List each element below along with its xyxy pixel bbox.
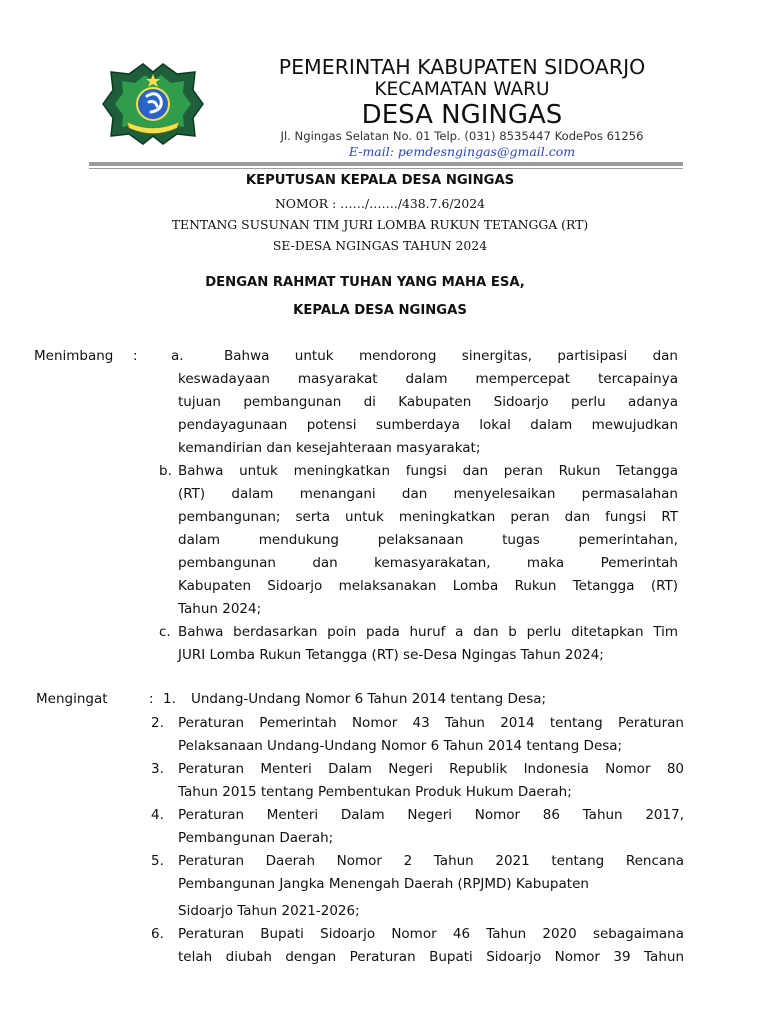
mengingat-3-line: Tahun 2015 tentang Pembentukan Produk Hukum Daerah; — [178, 784, 572, 800]
menimbang-a-line: Bahwa untuk mendorong sinergitas, partisipasi dan — [224, 348, 678, 364]
letterhead-divider-thick — [89, 162, 683, 166]
mengingat-label: Mengingat — [36, 691, 108, 707]
mengingat-colon: : — [149, 691, 154, 707]
mengingat-4-line: Peraturan Menteri Dalam Negeri Nomor 86 Tahun 2017, — [178, 807, 684, 823]
mengingat-4-line: Pembangunan Daerah; — [178, 830, 334, 846]
menimbang-colon: : — [133, 348, 138, 364]
menimbang-b-line: Kabupaten Sidoarjo melaksanakan Lomba Rukun Tetangga (RT) — [178, 578, 678, 594]
menimbang-b-line: Bahwa untuk meningkatkan fungsi dan peran Rukun Tetangga — [178, 463, 678, 479]
menimbang-a-line: keswadayaan masyarakat dalam mempercepat tercapainya — [178, 371, 678, 387]
menimbang-a-line: pendayagunaan potensi sumberdaya lokal dalam mewujudkan — [178, 417, 678, 433]
mengingat-marker-2: 2. — [151, 715, 164, 731]
mengingat-marker-5: 5. — [151, 853, 164, 869]
menimbang-b-line: Tahun 2024; — [178, 601, 262, 617]
mengingat-3-line: Peraturan Menteri Dalam Negeri Republik Indonesia Nomor 80 — [178, 761, 684, 777]
decree-invocation: DENGAN RAHMAT TUHAN YANG MAHA ESA, — [205, 275, 525, 290]
decree-title: KEPUTUSAN KEPALA DESA NGINGAS — [245, 173, 515, 188]
mengingat-2-line: Peraturan Pemerintah Nomor 43 Tahun 2014 tentang Peraturan — [178, 715, 684, 731]
menimbang-b-line: (RT) dalam menangani dan menyelesaikan permasalahan — [178, 486, 678, 502]
mengingat-5-line: Peraturan Daerah Nomor 2 Tahun 2021 tentang Rencana — [178, 853, 684, 869]
menimbang-a-line: tujuan pembangunan di Kabupaten Sidoarjo perlu adanya — [178, 394, 678, 410]
menimbang-b-line: pembangunan dan kemasyarakatan, maka Pemerintah — [178, 555, 678, 571]
letterhead-address: Jl. Ngingas Selatan No. 01 Telp. (031) 8535447 KodePos 61256 — [280, 129, 644, 143]
mengingat-marker-1: 1. — [163, 691, 176, 707]
menimbang-marker-a: a. — [171, 348, 184, 364]
menimbang-b-line: pembangunan; serta untuk meningkatkan peran dan fungsi RT — [178, 509, 678, 525]
menimbang-c-line: JURI Lomba Rukun Tetangga (RT) se-Desa Ngingas Tahun 2024; — [178, 647, 604, 663]
mengingat-marker-6: 6. — [151, 926, 164, 942]
mengingat-6-line: Peraturan Bupati Sidoarjo Nomor 46 Tahun 2020 sebagaimana — [178, 926, 684, 942]
letterhead-divider-thin — [89, 168, 683, 169]
menimbang-a-line: kemandirian dan kesejahteraan masyarakat; — [178, 440, 481, 456]
mengingat-marker-4: 4. — [151, 807, 164, 823]
letterhead-district: KECAMATAN WARU — [374, 79, 550, 100]
letterhead-village: DESA NGINGAS — [361, 100, 563, 130]
decree-issuer: KEPALA DESA NGINGAS — [293, 303, 467, 318]
mengingat-1-line: Undang-Undang Nomor 6 Tahun 2014 tentang Desa; — [191, 691, 547, 707]
decree-scope: SE-DESA NGINGAS TAHUN 2024 — [272, 238, 488, 253]
letterhead-email: E-mail: pemdesngingas@gmail.com — [348, 144, 576, 159]
mengingat-2-line: Pelaksanaan Undang-Undang Nomor 6 Tahun 2014 tentang Desa; — [178, 738, 623, 754]
menimbang-label: Menimbang — [34, 348, 114, 364]
decree-number: NOMOR : ……/……./438.7.6/2024 — [274, 196, 486, 211]
menimbang-c-line: Bahwa berdasarkan poin pada huruf a dan b perlu ditetapkan Tim — [178, 624, 678, 640]
sidoarjo-emblem-logo — [97, 60, 209, 148]
decree-subject: TENTANG SUSUNAN TIM JURI LOMBA RUKUN TETANGGA (RT) — [171, 217, 589, 232]
menimbang-marker-c: c. — [159, 624, 171, 640]
menimbang-marker-b: b. — [159, 463, 172, 479]
mengingat-marker-3: 3. — [151, 761, 164, 777]
letterhead-government: PEMERINTAH KABUPATEN SIDOARJO — [278, 55, 646, 79]
menimbang-b-line: dalam mendukung pelaksanaan tugas pemerintahan, — [178, 532, 678, 548]
mengingat-5-line: Sidoarjo Tahun 2021-2026; — [178, 903, 360, 919]
mengingat-6-line: telah diubah dengan Peraturan Bupati Sidoarjo Nomor 39 Tahun — [178, 949, 684, 965]
mengingat-5-line: Pembangunan Jangka Menengah Daerah (RPJMD) Kabupaten — [178, 876, 589, 892]
